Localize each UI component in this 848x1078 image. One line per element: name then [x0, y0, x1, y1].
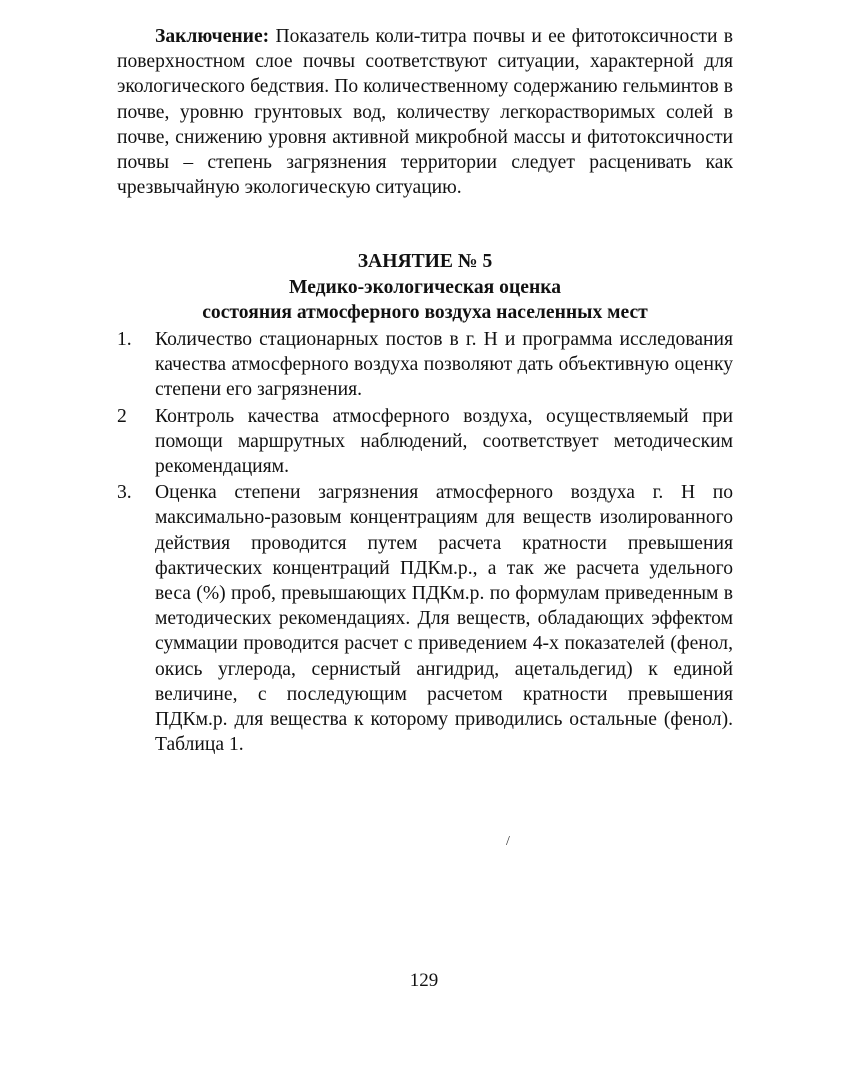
list-item-2 — [117, 404, 733, 480]
list-item-1 — [117, 327, 733, 403]
conclusion-label: Заключение: — [155, 26, 270, 47]
page-number: 129 — [409, 970, 439, 991]
list-item-3 — [117, 480, 733, 757]
stray-mark: / — [506, 834, 510, 849]
conclusion-paragraph — [117, 24, 733, 200]
list-item-text: Количество стационарных постов в г. Н и программа исследования качества атмосферного воздуха позволяют дать объективную оценку степени его загрязнения. — [155, 329, 733, 401]
list-item-number: 1. — [117, 329, 132, 351]
conclusion-text: Показатель коли-титра почвы и ее фитотоксичности в поверхностном слое почвы соответствуют ситуации, характерной для экологического бедствия. По количественному содержанию гельминтов в почве, уровню грунтовых вод, количеству легкорастворимых солей в почве, снижению уровня активной микробной массы и фитотоксичности почвы – степень загрязнения территории следует расценивать как чрезвычайную экологическую ситуацию. — [117, 26, 733, 199]
list-item-text: Оценка степени загрязнения атмосферного воздуха г. Н по максимально-разовым концентрациям для веществ изолированного действия проводится путем расчета кратности превышения фактических концентраций ПДКм.р., а так же расчета удельного веса (%) проб, превышающих ПДКм.р. по формулам приведенным в методических рекомендациях. Для веществ, обладающих эффектом суммации проводится расчет с приведением 4-х показателей (фенол, окись углерода, сернистый ангидрид, ацетальдегид) к единой величине, с последующим расчетом кратности превышения ПДКм.р. для вещества к которому приводились остальные (фенол). Таблица 1. — [155, 482, 733, 756]
list-item-number: 2 — [117, 405, 127, 427]
list-item-number: 3. — [117, 482, 132, 504]
lesson-subtitle-line2: состояния атмосферного воздуха населенных мест — [202, 301, 648, 323]
list-item-text: Контроль качества атмосферного воздуха, осуществляемый при помощи маршрутных наблюдений, соответствует методическим рекомендациям. — [155, 405, 733, 478]
page-content — [117, 24, 733, 758]
lesson-subtitle-line1: Медико-экологическая оценка — [288, 276, 562, 298]
lesson-title: ЗАНЯТИЕ № 5 — [357, 251, 493, 273]
lesson-heading — [117, 249, 733, 325]
numbered-list — [117, 327, 733, 757]
